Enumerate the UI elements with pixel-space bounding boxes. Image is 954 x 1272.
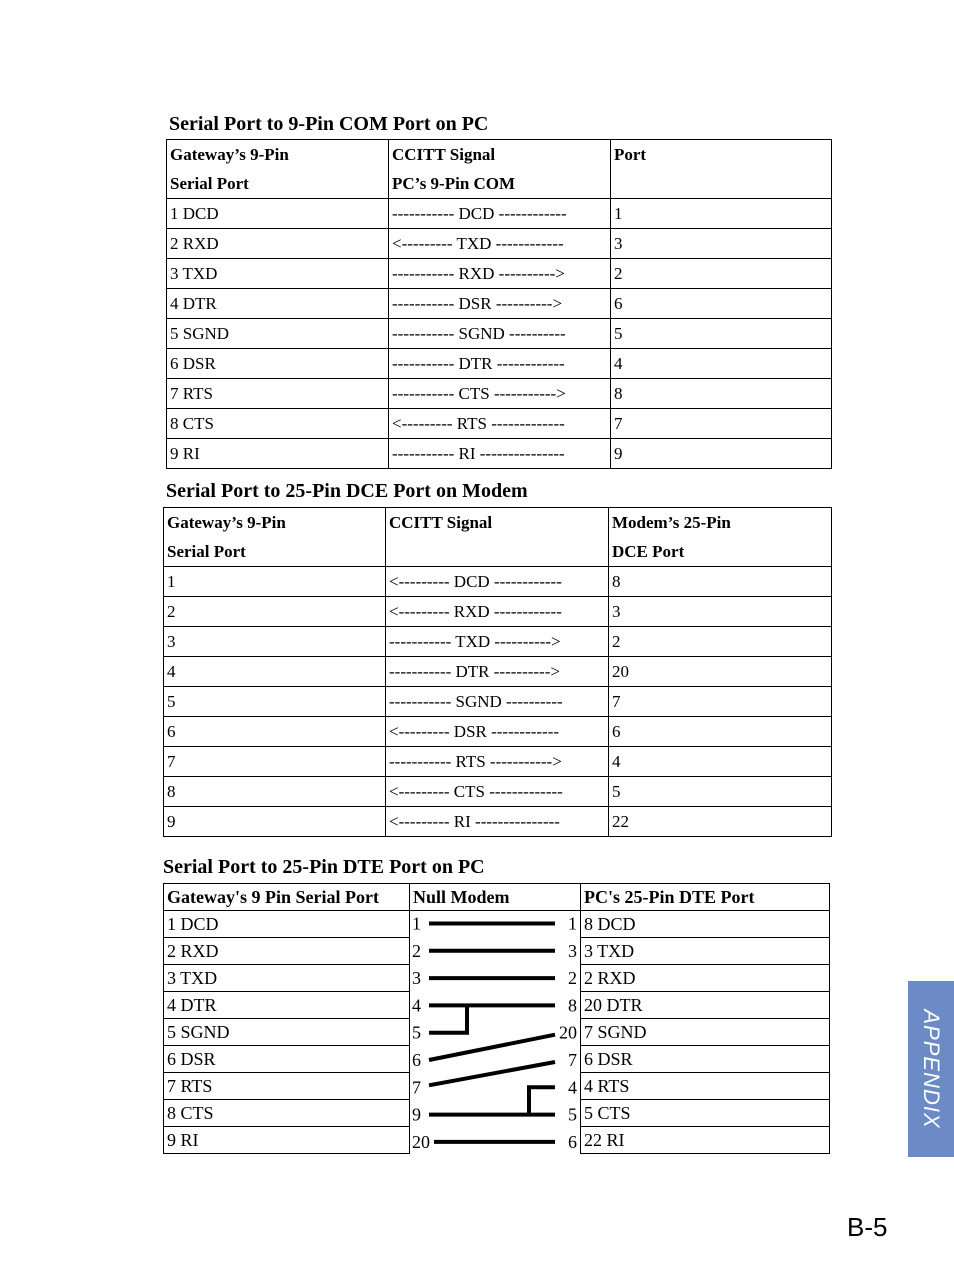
header-pc-dte: PC's 25-Pin DTE Port [581, 884, 830, 911]
cell-gateway-pin: 1 [164, 567, 386, 597]
null-right-pin: 8 [568, 995, 577, 1016]
cell-signal: ----------- SGND ---------- [389, 319, 611, 349]
header-port: Port [611, 140, 832, 199]
cell-signal: ----------- CTS -----------> [389, 379, 611, 409]
cell-port-pin: 5 [611, 319, 832, 349]
header-gateway: Gateway’s 9-Pin Serial Port [167, 140, 389, 199]
cell-gateway-pin: 3 TXD [167, 259, 389, 289]
null-left-pin: 4 [412, 995, 421, 1016]
appendix-tab [908, 981, 954, 1157]
table-row [167, 409, 832, 439]
null-right-pin: 1 [568, 913, 577, 934]
page-number: B-5 [847, 1212, 888, 1242]
table-row [167, 259, 832, 289]
null-left-pin: 5 [412, 1022, 421, 1043]
cell-signal: <--------- RTS ------------- [389, 409, 611, 439]
cell-port-pin: 4 [609, 747, 832, 777]
cell-pc-pin: 6 DSR [581, 1046, 830, 1073]
cell-port-pin: 7 [611, 409, 832, 439]
cell-signal: ----------- DTR ------------ [389, 349, 611, 379]
table-row [167, 229, 832, 259]
cell-port-pin: 7 [609, 687, 832, 717]
cell-gateway-pin: 4 DTR [164, 992, 410, 1019]
cell-gateway-pin: 9 RI [167, 439, 389, 469]
header-ccitt: CCITT Signal PC’s 9-Pin COM [389, 140, 611, 199]
table-row [167, 319, 832, 349]
cell-signal: <--------- RXD ------------ [386, 597, 609, 627]
cell-gateway-pin: 5 SGND [167, 319, 389, 349]
cell-gateway-pin: 3 TXD [164, 965, 410, 992]
cell-port-pin: 22 [609, 807, 832, 837]
table-row [164, 747, 832, 777]
table-row [167, 439, 832, 469]
cell-gateway-pin: 7 RTS [167, 379, 389, 409]
cell-gateway-pin: 8 CTS [164, 1100, 410, 1127]
cell-signal: <--------- RI --------------- [386, 807, 609, 837]
cell-port-pin: 8 [611, 379, 832, 409]
cell-gateway-pin: 6 DSR [164, 1046, 410, 1073]
section3-title: Serial Port to 25-Pin DTE Port on PC [163, 856, 485, 878]
table-row [167, 349, 832, 379]
null-left-pin: 7 [412, 1077, 421, 1098]
cell-port-pin: 8 [609, 567, 832, 597]
cell-gateway-pin: 4 [164, 657, 386, 687]
table-row [164, 717, 832, 747]
cell-gateway-pin: 4 DTR [167, 289, 389, 319]
com-port-table [166, 139, 832, 469]
cell-signal: ----------- RI --------------- [389, 439, 611, 469]
modem-dce-table [163, 507, 832, 837]
header-gateway: Gateway’s 9-Pin Serial Port [164, 508, 386, 567]
null-left-pin: 1 [412, 913, 421, 934]
wire-7-7 [429, 1062, 555, 1085]
table-row [167, 199, 832, 229]
cell-pc-pin: 7 SGND [581, 1019, 830, 1046]
cell-signal: ----------- DTR ----------> [386, 657, 609, 687]
null-left-pin: 20 [412, 1131, 430, 1152]
cell-pc-pin: 4 RTS [581, 1073, 830, 1100]
cell-gateway-pin: 1 DCD [164, 911, 410, 938]
cell-gateway-pin: 7 RTS [164, 1073, 410, 1100]
cell-port-pin: 5 [609, 777, 832, 807]
table-row [164, 777, 832, 807]
header-null-modem: Null Modem [410, 884, 581, 911]
null-right-pin: 7 [568, 1050, 577, 1070]
null-left-pin: 6 [412, 1050, 421, 1070]
cell-port-pin: 3 [609, 597, 832, 627]
table-row [164, 657, 832, 687]
cell-pc-pin: 3 TXD [581, 938, 830, 965]
cell-gateway-pin: 8 CTS [167, 409, 389, 439]
null-right-pin: 6 [568, 1131, 577, 1152]
cell-pc-pin: 5 CTS [581, 1100, 830, 1127]
cell-port-pin: 4 [611, 349, 832, 379]
cell-gateway-pin: 6 DSR [167, 349, 389, 379]
cell-signal: ----------- DSR ----------> [389, 289, 611, 319]
wire-4-jumper [529, 1087, 555, 1114]
cell-pc-pin: 8 DCD [581, 911, 830, 938]
table-row [164, 807, 832, 837]
section2-title: Serial Port to 25-Pin DCE Port on Modem [166, 480, 528, 502]
null-right-pin: 4 [568, 1077, 577, 1098]
wire-6-20 [429, 1035, 555, 1060]
cell-port-pin: 6 [611, 289, 832, 319]
cell-signal: ----------- RTS -----------> [386, 747, 609, 777]
null-modem-wiring-diagram [409, 910, 580, 1157]
cell-port-pin: 1 [611, 199, 832, 229]
cell-port-pin: 9 [611, 439, 832, 469]
cell-gateway-pin: 2 [164, 597, 386, 627]
null-left-pin: 2 [412, 940, 421, 961]
cell-port-pin: 2 [611, 259, 832, 289]
header-ccitt: CCITT Signal [386, 508, 609, 567]
cell-signal: ----------- DCD ------------ [389, 199, 611, 229]
cell-gateway-pin: 7 [164, 747, 386, 777]
null-left-pin: 3 [412, 968, 421, 989]
null-right-pin: 20 [559, 1022, 577, 1043]
cell-port-pin: 6 [609, 717, 832, 747]
cell-gateway-pin: 9 [164, 807, 386, 837]
null-right-pin: 3 [568, 940, 577, 961]
cell-signal: ----------- RXD ----------> [389, 259, 611, 289]
cell-gateway-pin: 1 DCD [167, 199, 389, 229]
section1-title: Serial Port to 9-Pin COM Port on PC [169, 113, 489, 135]
table-row [164, 567, 832, 597]
table-row [164, 627, 832, 657]
appendix-tab-label: APPENDIX [919, 1009, 944, 1129]
cell-signal: ----------- TXD ----------> [386, 627, 609, 657]
cell-gateway-pin: 5 SGND [164, 1019, 410, 1046]
cell-gateway-pin: 9 RI [164, 1127, 410, 1154]
table-row [167, 289, 832, 319]
null-left-pin: 9 [412, 1104, 421, 1125]
wire-5-jumper [429, 1005, 467, 1032]
header-modem: Modem’s 25-Pin DCE Port [609, 508, 832, 567]
cell-port-pin: 2 [609, 627, 832, 657]
null-right-pin: 5 [568, 1104, 577, 1125]
cell-signal: ----------- SGND ---------- [386, 687, 609, 717]
cell-gateway-pin: 5 [164, 687, 386, 717]
cell-pc-pin: 22 RI [581, 1127, 830, 1154]
cell-pc-pin: 2 RXD [581, 965, 830, 992]
header-gateway: Gateway's 9 Pin Serial Port [164, 884, 410, 911]
table-row [167, 379, 832, 409]
cell-signal: <--------- CTS ------------- [386, 777, 609, 807]
table-row [164, 687, 832, 717]
cell-signal: <--------- DCD ------------ [386, 567, 609, 597]
cell-gateway-pin: 8 [164, 777, 386, 807]
cell-port-pin: 3 [611, 229, 832, 259]
cell-gateway-pin: 6 [164, 717, 386, 747]
cell-gateway-pin: 3 [164, 627, 386, 657]
cell-port-pin: 20 [609, 657, 832, 687]
cell-signal: <--------- TXD ------------ [389, 229, 611, 259]
null-right-pin: 2 [568, 968, 577, 989]
cell-gateway-pin: 2 RXD [167, 229, 389, 259]
table-row [164, 597, 832, 627]
cell-gateway-pin: 2 RXD [164, 938, 410, 965]
cell-pc-pin: 20 DTR [581, 992, 830, 1019]
cell-signal: <--------- DSR ------------ [386, 717, 609, 747]
